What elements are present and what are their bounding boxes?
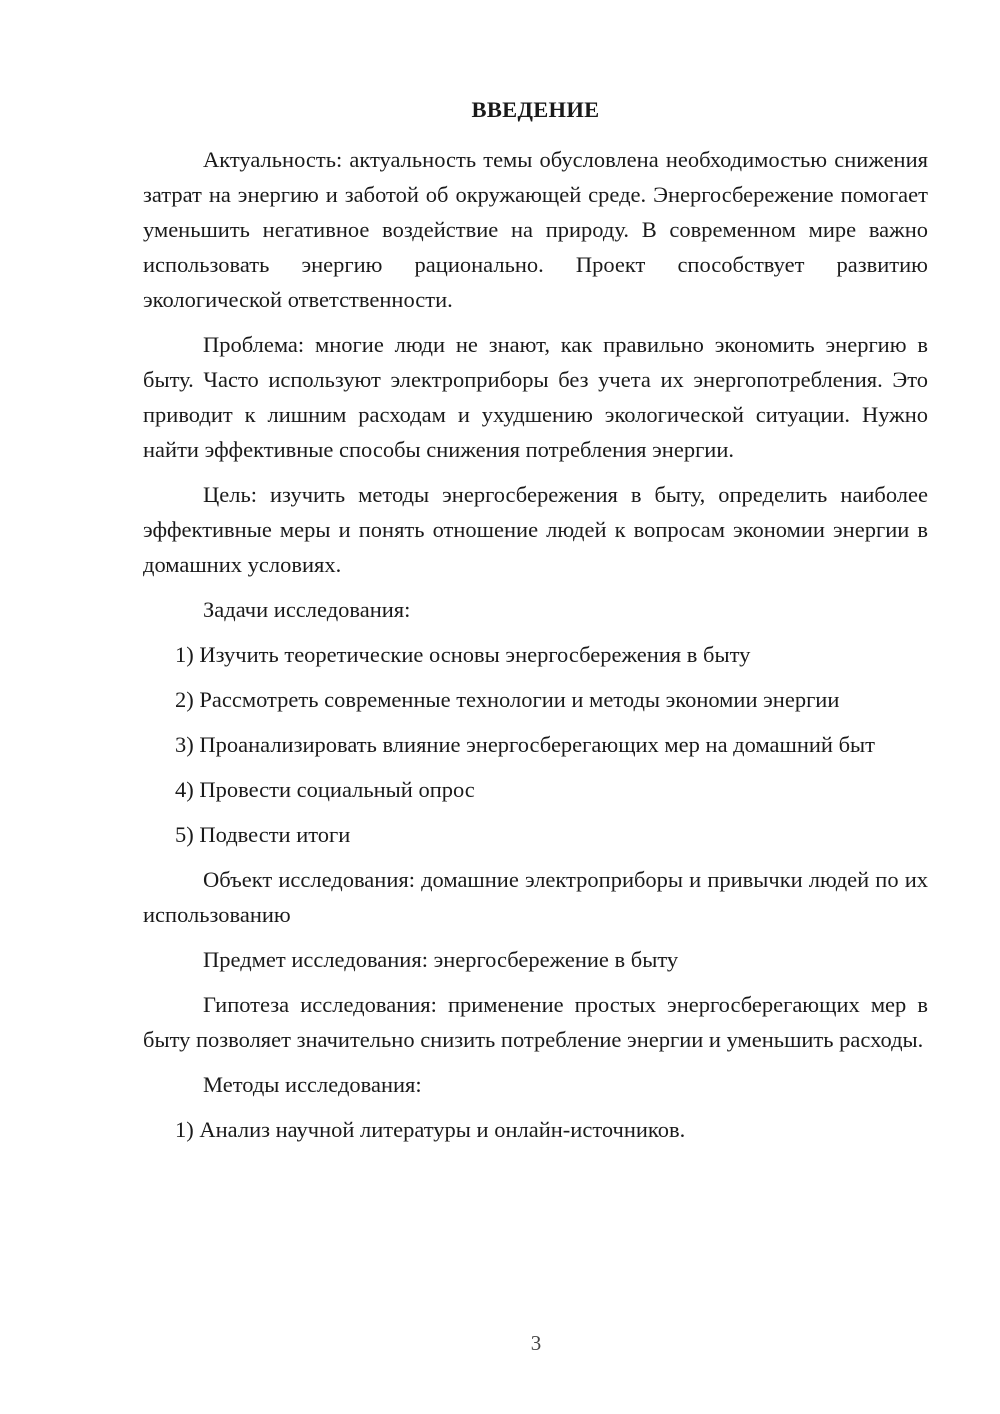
task-item-2: 2) Рассмотреть современные технологии и методы экономии энергии xyxy=(175,687,840,712)
page-number: 3 xyxy=(530,1331,542,1355)
problem-paragraph: Проблема: многие люди не знают, как правильно экономить энергию в быту. Часто используют электроприборы без учета их энергопотребления. Это приводит к лишним расходам и ухудшению экологической ситуации. Нужно найти эффективные способы снижения потребления энергии. xyxy=(143,332,928,462)
tasks-label: Задачи исследования: xyxy=(203,597,411,622)
hypothesis-paragraph: Гипотеза исследования: применение простых энергосберегающих мер в быту позволяет значительно снизить потребление энергии и уменьшить расходы. xyxy=(143,992,928,1052)
task-item-3: 3) Проанализировать влияние энергосберегающих мер на домашний быт xyxy=(175,732,875,757)
goal-paragraph: Цель: изучить методы энергосбережения в быту, определить наиболее эффективные меры и понять отношение людей к вопросам экономии энергии в домашних условиях. xyxy=(143,482,928,577)
task-item-4: 4) Провести социальный опрос xyxy=(175,777,475,802)
document-page xyxy=(143,92,928,1157)
methods-label: Методы исследования: xyxy=(203,1072,422,1097)
relevance-paragraph: Актуальность: актуальность темы обусловлена необходимостью снижения затрат на энергию и заботой об окружающей среде. Энергосбережение помогает уменьшить негативное воздействие на природу. В современном мире важно использовать энергию рационально. Проект способствует развитию экологической ответственности. xyxy=(143,147,928,312)
object-paragraph: Объект исследования: домашние электроприборы и привычки людей по их использованию xyxy=(143,867,928,927)
method-item-1: 1) Анализ научной литературы и онлайн-источников. xyxy=(175,1117,686,1142)
subject-paragraph: Предмет исследования: энергосбережение в быту xyxy=(203,947,679,972)
task-item-5: 5) Подвести итоги xyxy=(175,822,351,847)
page-title: ВВЕДЕНИЕ xyxy=(471,97,600,122)
task-item-1: 1) Изучить теоретические основы энергосбережения в быту xyxy=(175,642,751,667)
